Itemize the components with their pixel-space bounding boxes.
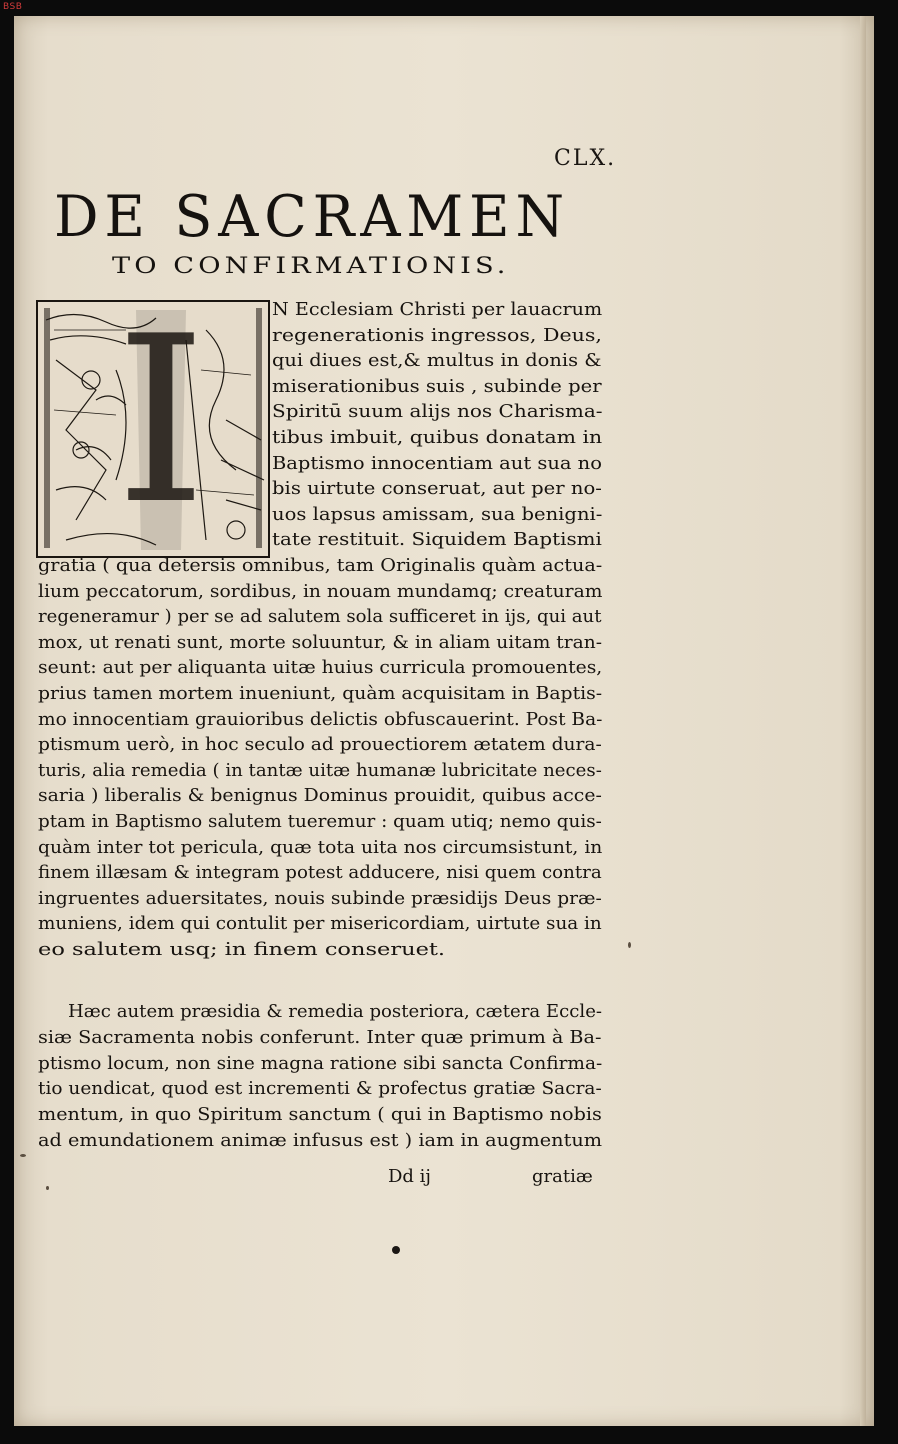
text-line: Spiritū suum alijs nos Charisma- xyxy=(272,401,603,423)
text-line: gratia ( qua detersis omnibus, tam Originalis quàm actua- xyxy=(38,555,603,576)
ink-dot xyxy=(392,1246,400,1254)
text-line: mo innocentiam grauioribus delictis obfuscauerint. Post Ba- xyxy=(38,708,603,730)
text-line: ptismo locum, non sine magna ratione sibi sancta Confirma- xyxy=(38,1052,603,1074)
initial-letter: I xyxy=(115,300,207,555)
text-line: mox, ut renati sunt, morte soluuntur, & in aliam uitam tran- xyxy=(38,631,603,653)
page-title: DE SACRAMEN xyxy=(54,184,570,250)
text-line: siæ Sacramenta nobis conferunt. Inter quæ primum à Ba- xyxy=(38,1026,602,1048)
book-page xyxy=(14,16,874,1426)
text-line: tate restituit. Siquidem Baptismi xyxy=(272,529,602,551)
woodcut-initial-illustration xyxy=(36,300,270,558)
text-line: mentum, in quo Spiritum sanctum ( qui in Baptismo nobis xyxy=(38,1104,602,1126)
text-line: regeneramur ) per se ad salutem sola sufficeret in ijs, qui aut xyxy=(38,606,602,628)
text-line: ingruentes aduersitates, nouis subinde præsidijs Deus præ- xyxy=(38,887,602,909)
text-line: seunt: aut per aliquanta uitæ huius curricula promouentes, xyxy=(38,657,603,679)
text-line: qui diues est,& multus in donis & xyxy=(272,350,602,372)
catchword: gratiæ xyxy=(532,1166,593,1187)
text-line: miserationibus suis , subinde per xyxy=(272,375,602,397)
page-edge xyxy=(860,16,866,1426)
text-line: ptismum uerò, in hoc seculo ad prouectiorem ætatem dura- xyxy=(38,734,602,756)
folio-number: CLX. xyxy=(554,146,617,171)
text-line: Baptismo innocentiam aut sua no xyxy=(272,452,602,474)
text-line: prius tamen mortem inueniunt, quàm acquisitam in Baptis- xyxy=(38,683,603,704)
text-line: muniens, idem qui contulit per misericordiam, uirtute sua in xyxy=(38,913,602,935)
text-line: regenerationis ingressos, Deus, xyxy=(272,324,602,346)
text-line: Hæc autem præsidia & remedia posteriora, cætera Eccle- xyxy=(68,1001,603,1022)
paper-speck xyxy=(46,1186,49,1190)
text-line: N Ecclesiam Christi per lauacrum xyxy=(272,299,603,320)
text-line: quàm inter tot pericula, quæ tota uita nos circumsistunt, in xyxy=(38,836,603,858)
paper-speck xyxy=(628,942,631,948)
page-subtitle: TO CONFIRMATIONIS. xyxy=(112,254,510,279)
paper-speck xyxy=(20,1154,26,1157)
signature-mark: Dd ij xyxy=(388,1166,432,1187)
library-watermark: BSB xyxy=(3,2,23,12)
text-line: tio uendicat, quod est incrementi & profectus gratiæ Sacra- xyxy=(38,1078,602,1100)
text-line: tibus imbuit, quibus donatam in xyxy=(272,427,603,448)
text-line: ad emundationem animæ infusus est ) iam in augmentum xyxy=(38,1130,603,1151)
text-line: eo salutem usq; in finem conseruet. xyxy=(38,939,446,960)
text-line: ptam in Baptismo salutem tueremur : quam utiq; nemo quis- xyxy=(38,811,602,832)
text-line: turis, alia remedia ( in tantæ uitæ humanæ lubricitate neces- xyxy=(38,759,602,781)
text-line: bis uirtute conseruat, aut per no- xyxy=(272,478,602,500)
text-line: uos lapsus amissam, sua benigni- xyxy=(272,503,603,525)
text-line: saria ) liberalis & benignus Dominus prouidit, quibus acce- xyxy=(38,785,602,807)
text-line: lium peccatorum, sordibus, in nouam mundamq; creaturam xyxy=(38,580,603,602)
text-line: finem illæsam & integram potest adducere, nisi quem contra xyxy=(38,862,602,884)
